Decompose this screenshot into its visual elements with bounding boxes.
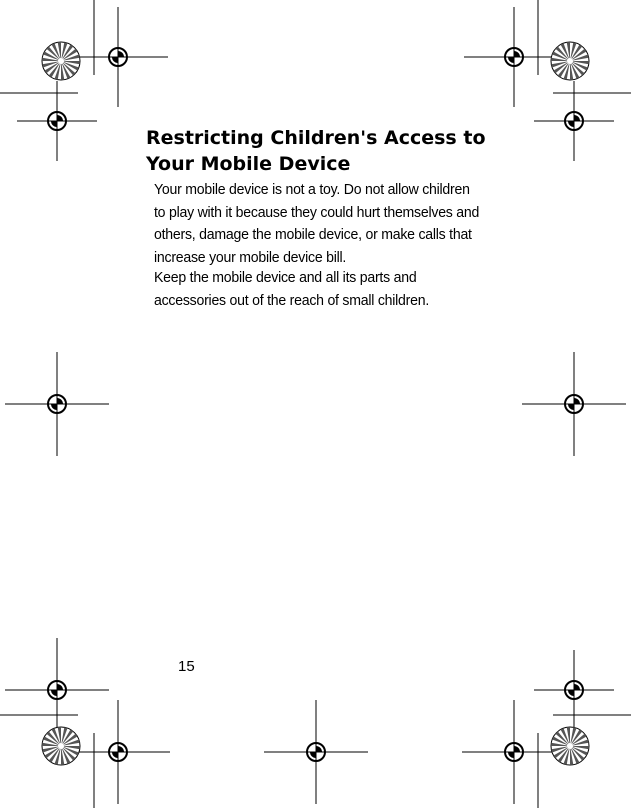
- page-number: 15: [178, 658, 195, 675]
- color-target-icon: [551, 42, 589, 80]
- registration-mark-icon: [522, 352, 626, 456]
- registration-mark-icon: [462, 700, 566, 804]
- registration-mark-icon: [5, 638, 109, 742]
- registration-mark-icon: [264, 700, 368, 804]
- body-paragraph-1: Your mobile device is not a toy. Do not allow children to play with it because they could hurt themselves and others, damage the mobile device, or make calls that increase your mobile device bill.: [154, 181, 480, 266]
- registration-mark-icon: [534, 650, 614, 730]
- color-target-icon: [42, 42, 80, 80]
- section-title: Restricting Children's Access to Your Mobile Device: [146, 127, 486, 175]
- registration-mark-icon: [66, 700, 170, 804]
- registration-mark-icon: [68, 7, 168, 107]
- registration-mark-icon: [464, 7, 564, 107]
- color-target-icon: [551, 727, 589, 765]
- color-target-icon: [42, 727, 80, 765]
- registration-mark-icon: [5, 352, 109, 456]
- body-paragraph-2: Keep the mobile device and all its parts and accessories out of the reach of small children.: [154, 269, 430, 309]
